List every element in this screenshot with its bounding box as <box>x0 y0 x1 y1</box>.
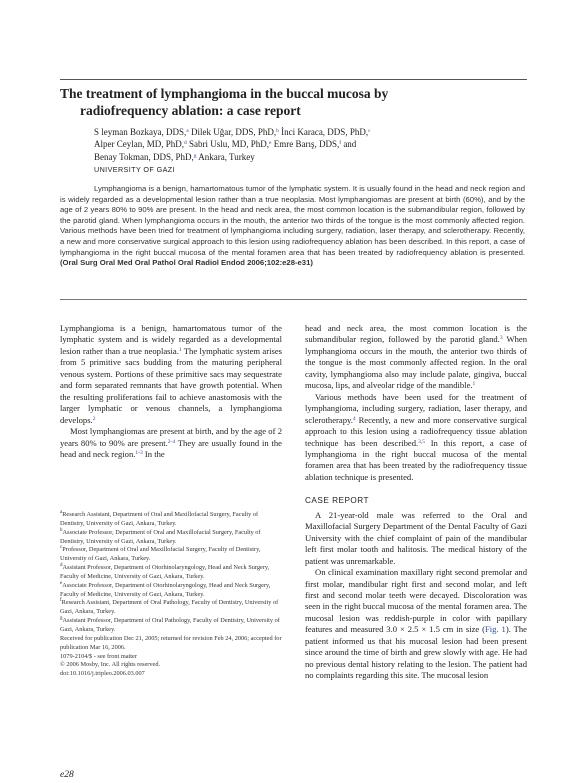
received-dates: Received for publication Dec 21, 2005; returned for revision Feb 24, 2006; accepted for publication Mar 16, 2006. <box>60 634 282 651</box>
footnote-text: Research Assistant, Department of Oral and Maxillofacial Surgery, Faculty of Dentistry, University of Gazi, Ankara, Turkey. <box>60 511 259 527</box>
reference-link[interactable]: 3,5 <box>418 438 426 445</box>
affiliation-mark: c <box>368 128 371 134</box>
footnote-mark: d <box>60 563 63 569</box>
body-paragraph <box>305 392 527 484</box>
body-text: On clinical examination maxillary right second premolar and first molar, mandibular right first and second molar, and left first and second molar teeth were decayed. Discoloration was seen in the right buccal mucosa of the mental foramen area. The mucosal lesion was reddish-purple in color with papillary features and measured 3.0 × 2.5 × 1.5 cm in size ( <box>305 567 527 635</box>
abstract-text: Lymphangioma is a benign, hamartomatous tumor of the lymphatic system. It is usually found in the head and neck region and is widely regarded as a developmental lesion rather than a true neoplasia. Most lymphangiomas are present at birth (60%), and by the age of 2 years 80% to 90% are present. In the head and neck area, the most common location is the submandibular region, followed by the parotid gland. When lymphangioma occurs in the mouth, the anterior two thirds of the tongue is the most commonly affected region. Various methods have been tried for treatment of lymphangioma including surgery, radiation, laser therapy, and sclerotherapy. Recently, a new and more conservative surgical approach to this lesion using radiofrequency ablation has been described. In this report, a case of lymphangioma in the right buccal mucosa of the mental foramen area that has been treated by radiofrequency ablation is presented. <box>60 184 525 257</box>
footnote-mark: c <box>60 545 63 551</box>
affiliation-mark: f <box>339 140 342 147</box>
author-conjunction: and <box>341 139 357 150</box>
body-paragraph <box>60 323 282 426</box>
footnote-mark: a <box>60 510 63 515</box>
affiliation-mark: a <box>186 128 189 134</box>
title-line-2: radiofrequency ablation: a case report <box>80 102 301 118</box>
body-text: In this report, a case of lymphangioma in the right buccal mucosa of the mental foramen area that has been treated by the radiofrequency tissue ablation technique is presented. <box>305 437 527 482</box>
body-text: Lymphangioma is a benign, hamartomatous tumor of the lymphatic system and is widely regarded as a developmental lesion rather than a true neoplasia. <box>60 323 282 356</box>
footnote-mark: b <box>60 527 63 533</box>
author-name: Benay Tokman, DDS, PhD, <box>94 151 194 162</box>
footnote <box>60 599 282 617</box>
author-list <box>94 126 494 163</box>
footnote <box>60 582 282 600</box>
body-text: Recently, a new and more conservative surgical approach to this lesion using a radiofrequency tissue ablation technique has been described. <box>305 414 527 448</box>
author-name: S leyman Bozkaya, DDS, <box>94 127 187 137</box>
body-text: Various methods have been used for the treatment of lymphangioma, including surgery, radiation, laser therapy, and sclerotherapy. <box>305 391 527 425</box>
footnote <box>60 617 282 635</box>
body-text: The lymphatic system arises from 5 primitive sacs budding from the maturing peripheral venous system. Portions of these primitive sacs may sequestrate and form separated remnants that have growth potential. When the resulting proliferations fail to achieve anastomosis with the larger lymphatic or venous channels, a lymphangioma develops. <box>60 345 282 425</box>
figure-link[interactable]: Fig. 1 <box>485 624 506 635</box>
affiliation-mark: d <box>184 140 187 147</box>
institution: UNIVERSITY OF GAZI <box>94 165 175 174</box>
reference-link[interactable]: 1 <box>472 381 476 388</box>
author-name: İnci Karaca, DDS, PhD, <box>278 127 369 137</box>
doi[interactable]: doi:10.1016/j.tripleo.2006.03.007 <box>60 670 145 678</box>
footnote <box>60 546 282 564</box>
left-column <box>60 323 282 460</box>
article-title <box>60 86 480 119</box>
reference-link[interactable]: 2-4 <box>167 438 176 445</box>
reference-link[interactable]: 4 <box>352 415 356 422</box>
body-paragraph: A 21-year-old male was referred to the Oral and Maxillofacial Surgery Department of the Dental Faculty of Gazi University with the chief complaint of pain of the mandibular left first molar tooth and halitosis. The medical history of the patient was unremarkable. <box>305 509 527 566</box>
reference-link[interactable]: 1 <box>178 346 182 353</box>
body-text: Most lymphangiomas are present at birth, and by the age of 2 years 80% to 90% are present. <box>60 426 282 448</box>
body-text: In the <box>142 448 165 459</box>
author-name: Dilek Uğar, DDS, PhD, <box>188 127 277 137</box>
body-paragraph <box>60 426 282 460</box>
copyright: © 2006 Mosby, Inc. All rights reserved. <box>60 661 161 669</box>
author-location: Ankara, Turkey <box>196 151 255 162</box>
footnote-text: Associate Professor, Department of Oral and Maxillofacial Surgery, Faculty of Dentistry, University of Gazi, Ankara, Turkey. <box>60 528 261 545</box>
section-heading: CASE REPORT <box>305 496 370 506</box>
footnote-text: Professor, Department of Oral and Maxillofacial Surgery, Faculty of Dentistry, University of Gazi, Ankara, Turkey. <box>60 546 261 563</box>
reference-link[interactable]: 1-3 <box>135 449 143 456</box>
body-text: ). The patient informed us that his mucosal lesion had been present since around the time of birth and grew slowly with age. He had no previous dental history relating to the lesion. The patient had no complaints regarding this site. The mucosal lesion <box>305 624 527 681</box>
footnote <box>60 511 282 529</box>
footnote-mark: g <box>60 616 63 622</box>
footnote-mark: f <box>60 598 62 604</box>
affiliation-mark: b <box>276 128 279 134</box>
footnote <box>60 564 282 582</box>
body-text: When lymphangioma occurs in the mouth, the anterior two thirds of the tongue is the most commonly affected region. In the oral cavity, lymphangioma also may include palate, gingiva, buccal mucosa, lips, and alveolar ridge of the mandible. <box>305 334 527 391</box>
body-paragraph <box>305 567 527 682</box>
top-rule <box>60 79 527 80</box>
body-text: head and neck area, the most common location is the submandibular region, followed by the parotid gland. <box>305 323 527 345</box>
footnote-text: Assistant Professor, Department of Otorhinolaryngology, Head and Neck Surgery, Faculty of Medicine, University of Gazi, Ankara, Turkey. <box>60 564 270 580</box>
footnote-mark: e <box>60 580 63 586</box>
affiliation-mark: e <box>269 140 272 147</box>
reference-link[interactable]: 3 <box>499 335 503 342</box>
issn: 1079-2104/$ - see front matter <box>60 652 137 660</box>
section-divider <box>60 299 527 300</box>
footnote-text: Research Assistant, Department of Oral Pathology, Faculty of Dentistry, University of Gazi, Ankara, Turkey. <box>60 599 279 616</box>
body-paragraph <box>305 323 527 392</box>
page-number: e28 <box>60 770 74 780</box>
footnote-text: Assistant Professor, Department of Oral Pathology, Faculty of Dentistry, University of Gazi, Ankara, Turkey. <box>60 617 280 633</box>
title-line-1: The treatment of lymphangioma in the buccal mucosa by <box>60 86 389 101</box>
affiliation-mark: g <box>193 152 197 159</box>
reference-link[interactable]: 2 <box>92 415 96 422</box>
right-column <box>305 323 527 682</box>
footnote <box>60 529 282 547</box>
footnote-text: Associate Professor, Department of Otorhinolaryngology, Head and Neck Surgery, Faculty of Medicine, University of Gazi, Ankara, Turkey. <box>60 581 271 598</box>
abstract-citation: (Oral Surg Oral Med Oral Pathol Oral Radiol Endod 2006;102:e28-e31) <box>60 258 313 268</box>
author-name: Alper Ceylan, MD, PhD, <box>94 139 184 150</box>
author-name: Sabri Uslu, MD, PhD, <box>186 139 270 150</box>
body-text: They are usually found in the head and neck region. <box>60 437 282 459</box>
footnotes <box>60 511 282 679</box>
abstract <box>60 184 525 269</box>
author-name: Emre Barış, DDS, <box>271 139 340 150</box>
